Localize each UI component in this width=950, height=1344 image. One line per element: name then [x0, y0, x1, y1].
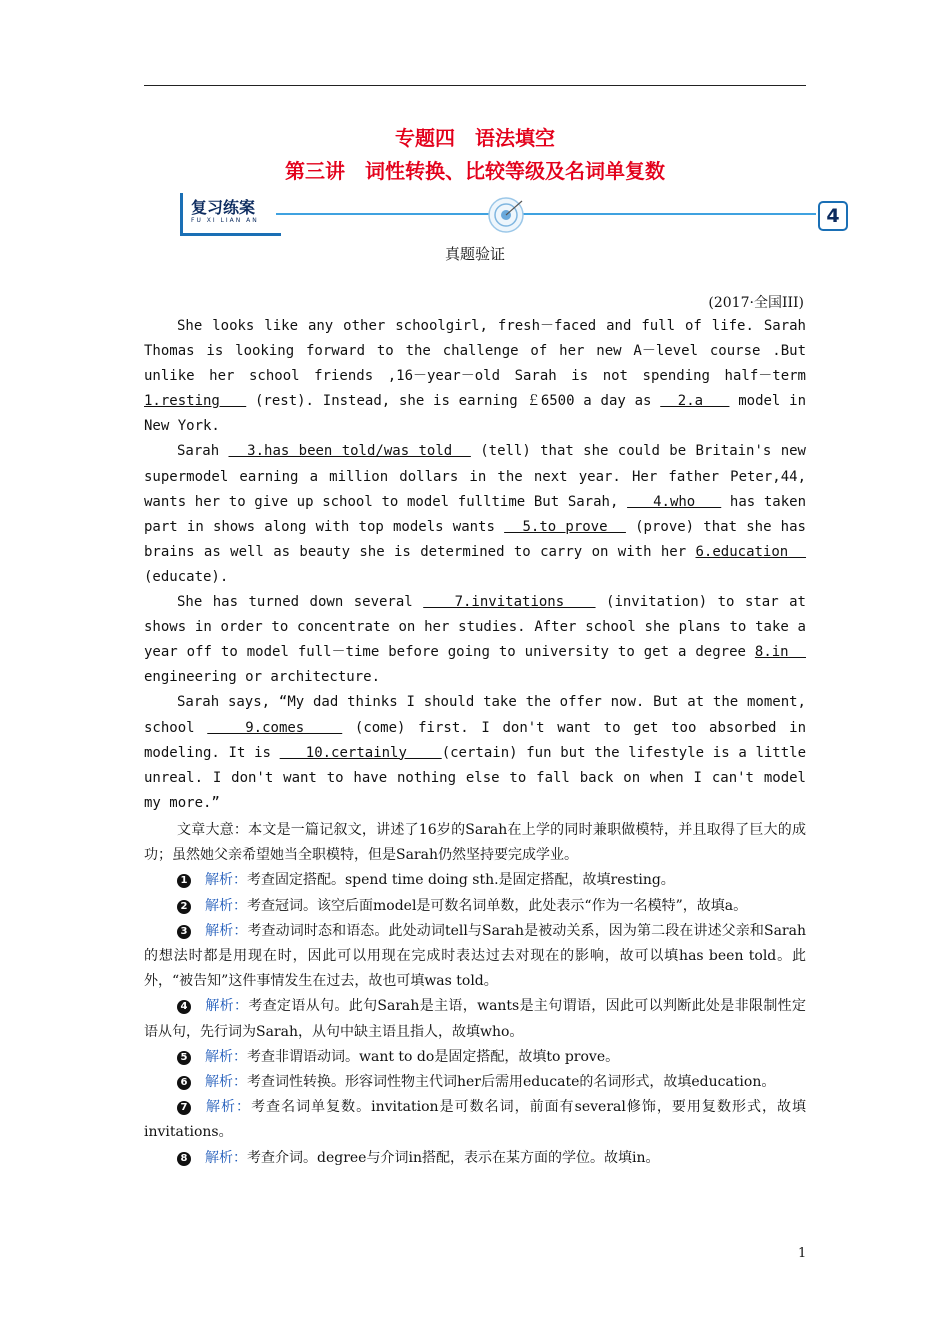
summary: 文章大意：本文是一篇记叙文，讲述了16岁的Sarah在上学的同时兼职做模特，并且取得了巨大的成功；虽然她父亲希望她当全职模特，但是Sarah仍然坚持要完成学业。: [144, 822, 806, 864]
analysis-tag: 解析：: [205, 998, 249, 1015]
analysis-item: [144, 894, 806, 919]
page-title: 专题四 语法填空: [395, 126, 555, 150]
passage-text: model in New York.: [144, 393, 806, 435]
analysis-text: 考查固定搭配。spend time doing sth.是固定搭配，故填resting。: [247, 872, 675, 889]
item-number-badge: 6: [177, 1076, 191, 1090]
passage-text: (rest). Instead, she is earning ￡6500 a day as: [246, 393, 661, 410]
passage-text: (prove) that she has brains as well as beauty she is determined to carry on with her: [144, 518, 806, 560]
analysis-tag: 解析：: [205, 1149, 247, 1166]
item-number-badge: 5: [177, 1051, 191, 1065]
passage-text: (educate).: [144, 568, 229, 585]
item-number-badge: 7: [177, 1101, 191, 1115]
analysis-tag: 解析：: [205, 897, 247, 914]
analysis-text: 考查冠词。该空后面model是可数名词单数，此处表示“作为一名模特”，故填a。: [247, 897, 748, 914]
top-rule: [144, 85, 806, 86]
analysis-item: [144, 919, 806, 995]
page-number: 1: [798, 1246, 807, 1261]
analysis-text: 考查名词单复数。invitation是可数名词，前面有several修饰，要用复数形式，故填invitations。: [144, 1099, 807, 1141]
answer-blank: 7.invitations: [423, 594, 596, 611]
passage-text: She has turned down several: [177, 594, 424, 611]
analysis-tag: 解析：: [205, 1099, 252, 1116]
item-number-badge: 2: [177, 900, 191, 914]
section-banner: [180, 193, 850, 237]
passage: [144, 314, 806, 816]
passage-text: Sarah: [177, 443, 229, 460]
analysis-tag: 解析：: [205, 922, 248, 939]
analysis-tag: 解析：: [205, 1048, 247, 1065]
analysis-item: [144, 1146, 806, 1171]
section-title: 真题验证: [444, 245, 505, 263]
answer-blank: 4.who: [627, 493, 722, 510]
analysis-text: 考查介词。degree与介词in搭配，表示在某方面的学位。故填in。: [247, 1149, 660, 1166]
analysis-text: 考查动词时态和语态。此处动词tell与Sarah是被动关系，因为第二段在讲述父亲和Sarah的想法时都是用现在时，因此可以用现在完成时表达过去对现在的影响，故可以填has been told。此外，“被告知”这件事情发生在过去，故也可填was told。: [144, 922, 806, 990]
analysis-text: 考查词性转换。形容词性物主代词her后需用educate的名词形式，故填education。: [247, 1074, 776, 1091]
answer-blank: 1.resting: [144, 393, 247, 410]
analysis-item: [144, 1045, 806, 1070]
analysis-item: [144, 994, 806, 1044]
answer-blank: 3.has been told/was told: [228, 443, 471, 460]
passage-text: (certain) fun but the lifestyle is a little unreal. I don't want to have nothing else to fall back on when I can't model my more.”: [144, 744, 807, 811]
passage-text: Sarah says, “My dad thinks I should take the offer now. But at the moment, school: [144, 694, 806, 736]
passage-text: (invitation) to star at shows in order to concentrate on her studies. After school she plans to take a year off to model full－time before going to university to get a degree: [144, 594, 806, 661]
passage-text: (tell) that she could be Britain's new supermodel earning a million dollars in the next year. Her father Peter,44, wants her to give up school to model fulltime But Sarah,: [144, 443, 806, 510]
answer-blank: 6.education: [695, 543, 807, 560]
analysis-item: [144, 868, 806, 893]
banner-sub-label: FU XI LIAN AN: [191, 217, 259, 224]
target-icon: [486, 195, 526, 235]
item-number-badge: 8: [177, 1152, 191, 1166]
passage-text: (come) first. I don't want to get too absorbed in modeling. It is: [144, 719, 807, 761]
passage-paragraph: [144, 690, 806, 815]
analysis-section: [144, 818, 806, 1171]
passage-paragraph: [144, 439, 806, 590]
answer-blank: 8.in: [754, 644, 806, 661]
banner-label: 复习练案: [191, 198, 256, 217]
passage-paragraph: [144, 314, 806, 439]
answer-blank: 10.certainly: [279, 744, 442, 761]
analysis-item: [144, 1095, 806, 1145]
banner-number: 4: [818, 201, 848, 231]
page-subtitle: 第三讲 词性转换、比较等级及名词单复数: [285, 159, 665, 183]
item-number-badge: 1: [177, 874, 191, 888]
analysis-item: [144, 1070, 806, 1095]
item-number-badge: 3: [177, 925, 191, 939]
banner-line: [276, 213, 816, 215]
passage-paragraph: [144, 590, 806, 690]
passage-text: She looks like any other schoolgirl, fresh－faced and full of life. Sarah Thomas is looking forward to the challenge of her new A－level course .But unlike her school friends ,16－year－old Sarah is not spending half－term: [144, 318, 806, 385]
answer-blank: 2.a: [660, 393, 730, 410]
analysis-text: 考查定语从句。此句Sarah是主语，wants是主句谓语，因此可以判断此处是非限制性定语从句，先行词为Sarah，从句中缺主语且指人，故填who。: [144, 998, 806, 1040]
analysis-tag: 解析：: [205, 872, 247, 889]
answer-blank: 9.comes: [207, 719, 343, 736]
analysis-text: 考查非谓语动词。want to do是固定搭配，故填to prove。: [247, 1048, 620, 1065]
item-number-badge: 4: [177, 1000, 191, 1014]
passage-text: has taken part in shows along with top models wants: [144, 493, 807, 535]
passage-text: engineering or architecture.: [144, 669, 381, 686]
analysis-tag: 解析：: [205, 1074, 247, 1091]
source-label: (2017·全国III): [708, 295, 804, 311]
banner-label-box: [180, 193, 281, 236]
answer-blank: 5.to prove: [504, 518, 626, 535]
